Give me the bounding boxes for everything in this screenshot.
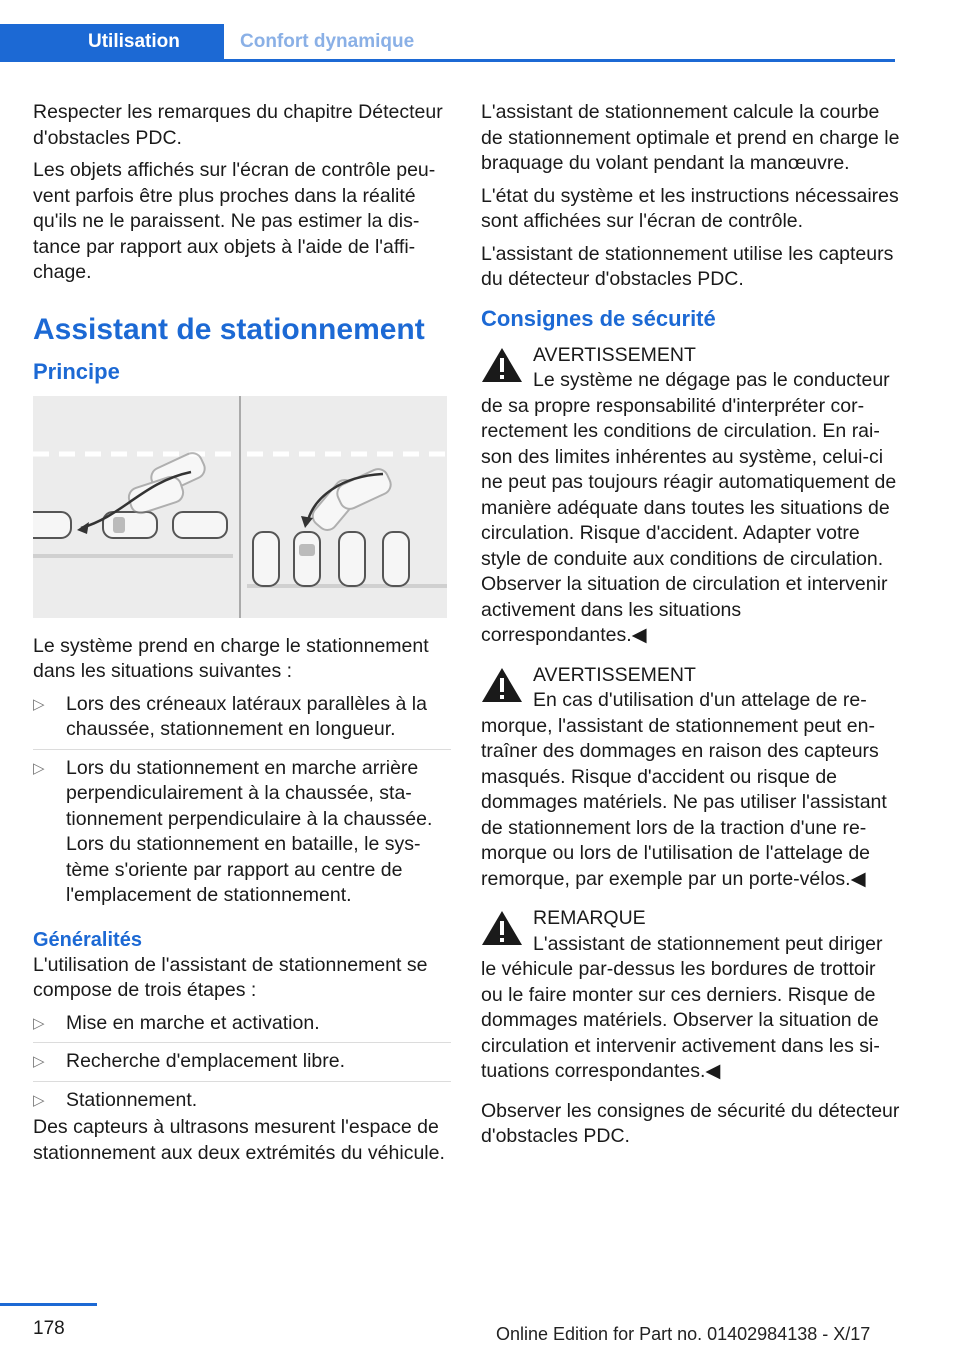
section-title: Assistant de stationnement (33, 312, 425, 346)
notice-title: REMARQUE (533, 907, 646, 929)
paragraph: L'assistant de stationnement calcule la courbe de stationnement optimale et prend en charge le braquage du volant pendant la manœuvre. (481, 101, 900, 174)
warning-triangle-icon (481, 667, 523, 703)
edition-note: Online Edition for Part no. 01402984138 - X/17 (496, 1324, 871, 1344)
list-item: ▷ Stationnement. (33, 1088, 451, 1116)
triangle-bullet-icon: ▷ (33, 1014, 45, 1032)
chapter-tabs (0, 24, 895, 62)
paragraph: L'assistant de stationnement utilise les capteurs du détecteur d'obstacles PDC. (481, 242, 894, 290)
warning-title: AVERTISSEMENT (533, 343, 696, 366)
paragraph: Les objets affichés sur l'écran de contrôle peuvent parfois être plus proches dans la réalité qu'ils ne le paraissent. Ne pas estimer la distance par rapport aux objets à l'aide de l'affichage. (33, 159, 436, 283)
paragraph: Respecter les remarques du chapitre Détecteur d'obstacles PDC. (33, 101, 443, 149)
triangle-bullet-icon: ▷ (33, 695, 45, 713)
warning-text: Le système ne dégage pas le conducteur de sa propre responsabilité d'interpréter correctement les conditions de circulation. En raison des limites inhérentes au système, celui-ci ne peut pas toujours réagir automatiquement de manière adéquate dans toutes les situations de circulation. Risque d'accident. Adapter votre style de conduite aux conditions de circulation. Observer la situation de circulation et intervenir activement dans les situations correspondantes.◀ (481, 369, 897, 646)
car-icon (33, 512, 71, 538)
subsection-title-principe: Principe (33, 358, 120, 384)
paragraph: Des capteurs à ultrasons mesurent l'espace de stationnement aux deux extrémités du véhicule. (33, 1116, 445, 1164)
tab-utilisation[interactable]: Utilisation (0, 24, 224, 60)
warning-triangle-icon (481, 910, 523, 946)
notice-text: L'assistant de stationnement peut diriger le véhicule par-dessus les bordures de trottoir ou le faire monter sur ces derniers. Risque de dommages matériels. Observer la situation de circulation et intervenir activement dans les situations correspondantes.◀ (481, 932, 883, 1082)
bullet-list (33, 692, 451, 915)
warning-box (481, 663, 901, 893)
footer-accent-line (0, 1303, 97, 1306)
paragraph: L'utilisation de l'assistant de stationnement se compose de trois étapes : (33, 953, 428, 1001)
paragraph: Le système prend en charge le stationnement dans les situations suivantes : (33, 634, 429, 682)
car-icon (294, 532, 320, 586)
car-icon (173, 512, 227, 538)
left-column (33, 100, 451, 1173)
car-icon (103, 512, 157, 538)
right-column (481, 100, 901, 1157)
page-number: 178 (33, 1318, 65, 1339)
triangle-bullet-icon: ▷ (33, 1091, 45, 1109)
warning-triangle-icon (481, 347, 523, 383)
subsection-title-consignes: Consignes de sécurité (481, 305, 716, 331)
car-icon (339, 532, 365, 586)
warning-text: En cas d'utilisation d'un attelage de remorque, l'assistant de stationnement peut entraîner des dommages en raison des capteurs masqués. Risque d'accident ou risque de dommages matériels. Ne pas utiliser l'assistant de stationnement lors de la traction d'une remorque ou lors de l'utilisation de l'attelage de remorque, par exemple par un porte-vélos.◀ (481, 689, 887, 890)
tab-confort-dynamique[interactable]: Confort dynamique (240, 31, 415, 52)
paragraph: Observer les consignes de sécurité du détecteur d'obstacles PDC. (481, 1099, 900, 1147)
list-item: ▷ Recherche d'emplacement libre. (33, 1049, 451, 1082)
warning-title: AVERTISSEMENT (533, 663, 696, 686)
triangle-bullet-icon: ▷ (33, 1053, 45, 1070)
parking-illustration (33, 396, 447, 618)
bullet-list (33, 1011, 451, 1116)
list-item: ▷ Lors des créneaux latéraux parallèles à la chaussée, stationnement en longueur. (33, 692, 451, 750)
list-item: ▷ Lors du stationnement en marche arrière perpendiculairement à la chaussée, stationnement perpendiculaire à la chaussée. Lors du stationnement en bataille, le système s'oriente par rapport au centre de l'emplacement de stationnement. (33, 756, 433, 906)
paragraph: L'état du système et les instructions nécessaires sont affichées sur l'écran de contrôle. (481, 184, 899, 232)
subsection-title-generalites: Généralités (33, 928, 142, 951)
notice-box (481, 906, 901, 1085)
car-icon (383, 532, 409, 586)
triangle-bullet-icon: ▷ (33, 759, 45, 777)
warning-box (481, 343, 901, 649)
list-item: ▷ Mise en marche et activation. (33, 1011, 451, 1044)
car-icon (253, 532, 279, 586)
